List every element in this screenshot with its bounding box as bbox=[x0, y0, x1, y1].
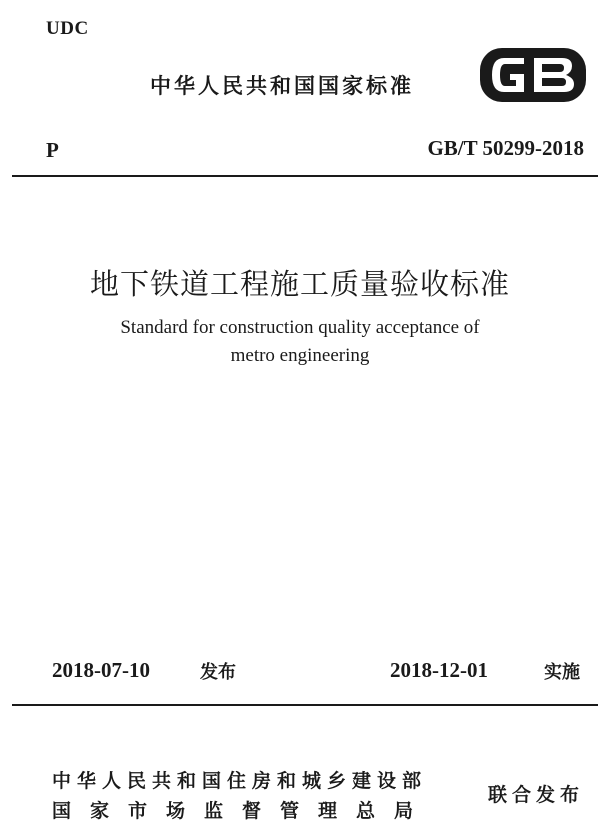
title-chinese: 地下铁道工程施工质量验收标准 bbox=[89, 267, 510, 301]
gb-logo-icon bbox=[478, 44, 588, 106]
issuer-market-regulation: 国家市场监督管理总局 bbox=[52, 800, 433, 822]
standard-number: GB/T 50299-2018 bbox=[427, 136, 584, 160]
title-english-line2: metro engineering bbox=[230, 345, 370, 366]
udc-label: UDC bbox=[46, 18, 89, 39]
national-standard-heading: 中华人民共和国国家标准 bbox=[150, 74, 414, 98]
implement-date: 2018-12-01 bbox=[390, 658, 488, 682]
publish-date: 2018-07-10 bbox=[52, 658, 150, 682]
bottom-divider bbox=[12, 704, 598, 706]
publish-label: 发布 bbox=[200, 662, 236, 683]
implement-label: 实施 bbox=[544, 662, 580, 683]
issuer-ministry: 中华人民共和国住房和城乡建设部 bbox=[52, 770, 428, 792]
classification-code: P bbox=[46, 138, 59, 162]
top-divider bbox=[12, 175, 598, 177]
title-english-line1: Standard for construction quality acceptance of bbox=[120, 317, 480, 338]
joint-issue-label: 联合发布 bbox=[488, 784, 585, 806]
title-english bbox=[0, 314, 600, 370]
